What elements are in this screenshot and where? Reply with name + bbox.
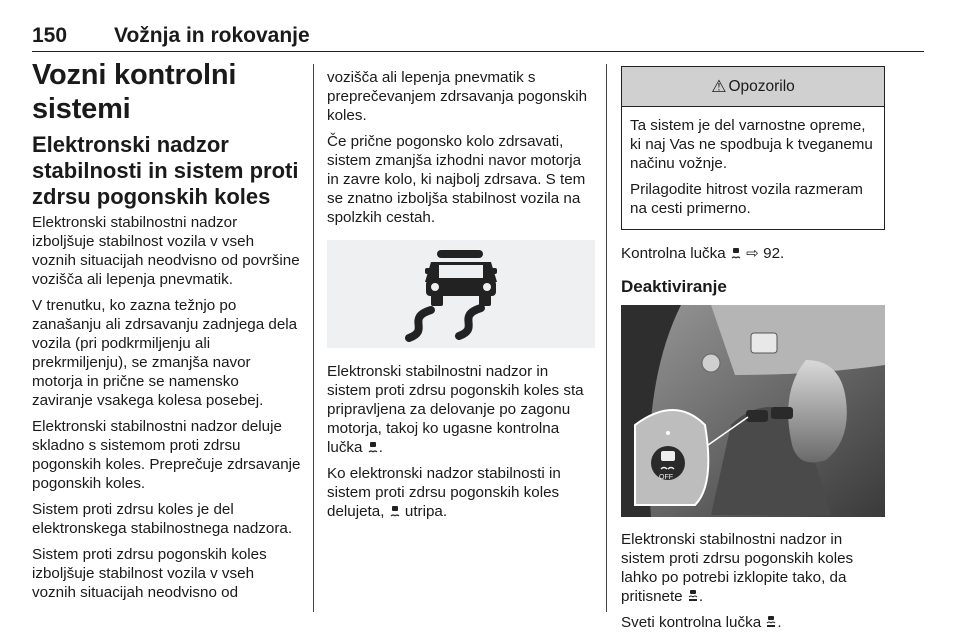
esc-skid-icon [389,505,401,517]
warning-header [622,67,884,107]
column-divider-2 [606,64,607,612]
paragraph: Če prične pogonsko kolo zdrsavati, sistem zmanjša izhodni navor motorja in zavre kolo, ki najbolj zdrsava. S tem se znatno izboljša stabilnost vozila na spolzkih cestah. [327,133,586,226]
column-1 [32,58,302,609]
paragraph: Elektronski stabilnostni nadzor in sistem proti zdrsu pogonskih koles sta pripravljena za delovanje po zagonu motorja, takoj ko ugasne kontrolna lučka . [327,363,584,456]
page-ref-icon: ⇨ [746,245,759,262]
paragraph: Elektronski stabilnostni nadzor deluje skladno s sistemom proti zdrsu pogonskih koles. Preprečuje zdrsavanje pogonskih koles. [32,418,301,492]
warning-triangle-icon: ⚠ [711,76,727,96]
deactivation-heading: Deaktiviranje [621,277,727,296]
console-illustration [621,305,885,517]
esc-off-icon [687,590,699,602]
section-title: Vozni kontrolni sistemi [32,59,237,125]
chapter-title: Vožnja in rokovanje [114,24,310,47]
warning-body [622,107,884,229]
warning-box [621,66,885,230]
column-2 [327,68,595,528]
page-reference: Kontrolna lučka ⇨ 92. [621,245,785,262]
page-number: 150 [32,24,68,47]
esc-skid-icon [367,441,379,453]
column-divider-1 [313,64,314,612]
warning-text: Prilagodite hitrost vozila razmeram na cesti primerno. [630,181,863,217]
paragraph: vozišča ali lepenja pnevmatik s preprečevanjem zdrsavanja pogonskih koles. [327,69,588,124]
esc-skid-icon [730,247,742,259]
esc-off-icon [765,616,777,628]
paragraph: V trenutku, ko zazna težnjo po zanašanju ali zdrsavanju zadnjega dela vozila (pri podkrmiljenju ali prekrmiljenju), se zmanjša navor motorja in prične se namensko zaviranje vsakega kolesa posebej. [32,297,298,409]
paragraph: Elektronski stabilnostni nadzor in sistem proti zdrsu pogonskih koles lahko po potrebi izklopite tako, da pritisnete . [621,531,854,605]
paragraph: Elektronski stabilnostni nadzor izboljšuje stabilnost vozila v vseh voznih situacijah neodvisno od površine vozišča ali lepenja pnevmatik. [32,214,300,288]
warning-title: Opozorilo [728,77,795,95]
page-header [32,24,924,52]
esc-skid-icon [327,240,595,348]
paragraph: Ko elektronski nadzor stabilnosti in sistem proti zdrsu pogonskih koles delujeta, utripa. [327,465,561,520]
console-photo [621,305,885,517]
paragraph: Sistem proti zdrsu pogonskih koles izboljšuje stabilnost vozila v vseh voznih situacijah neodvisno od [32,546,267,601]
esc-symbol-figure [327,240,595,348]
column-3 [621,66,885,639]
subsection-title: Elektronski nadzor stabilnosti in sistem proti zdrsu pogonskih koles [32,132,299,209]
warning-text: Ta sistem je del varnostne opreme, ki naj Vas ne spodbuja k tveganemu načinu vožnje. [630,117,873,172]
paragraph: Sveti kontrolna lučka . [621,614,782,631]
esc-off-label: OFF [659,474,673,481]
paragraph: Sistem proti zdrsu koles je del elektronskega stabilnostnega nadzora. [32,501,293,537]
